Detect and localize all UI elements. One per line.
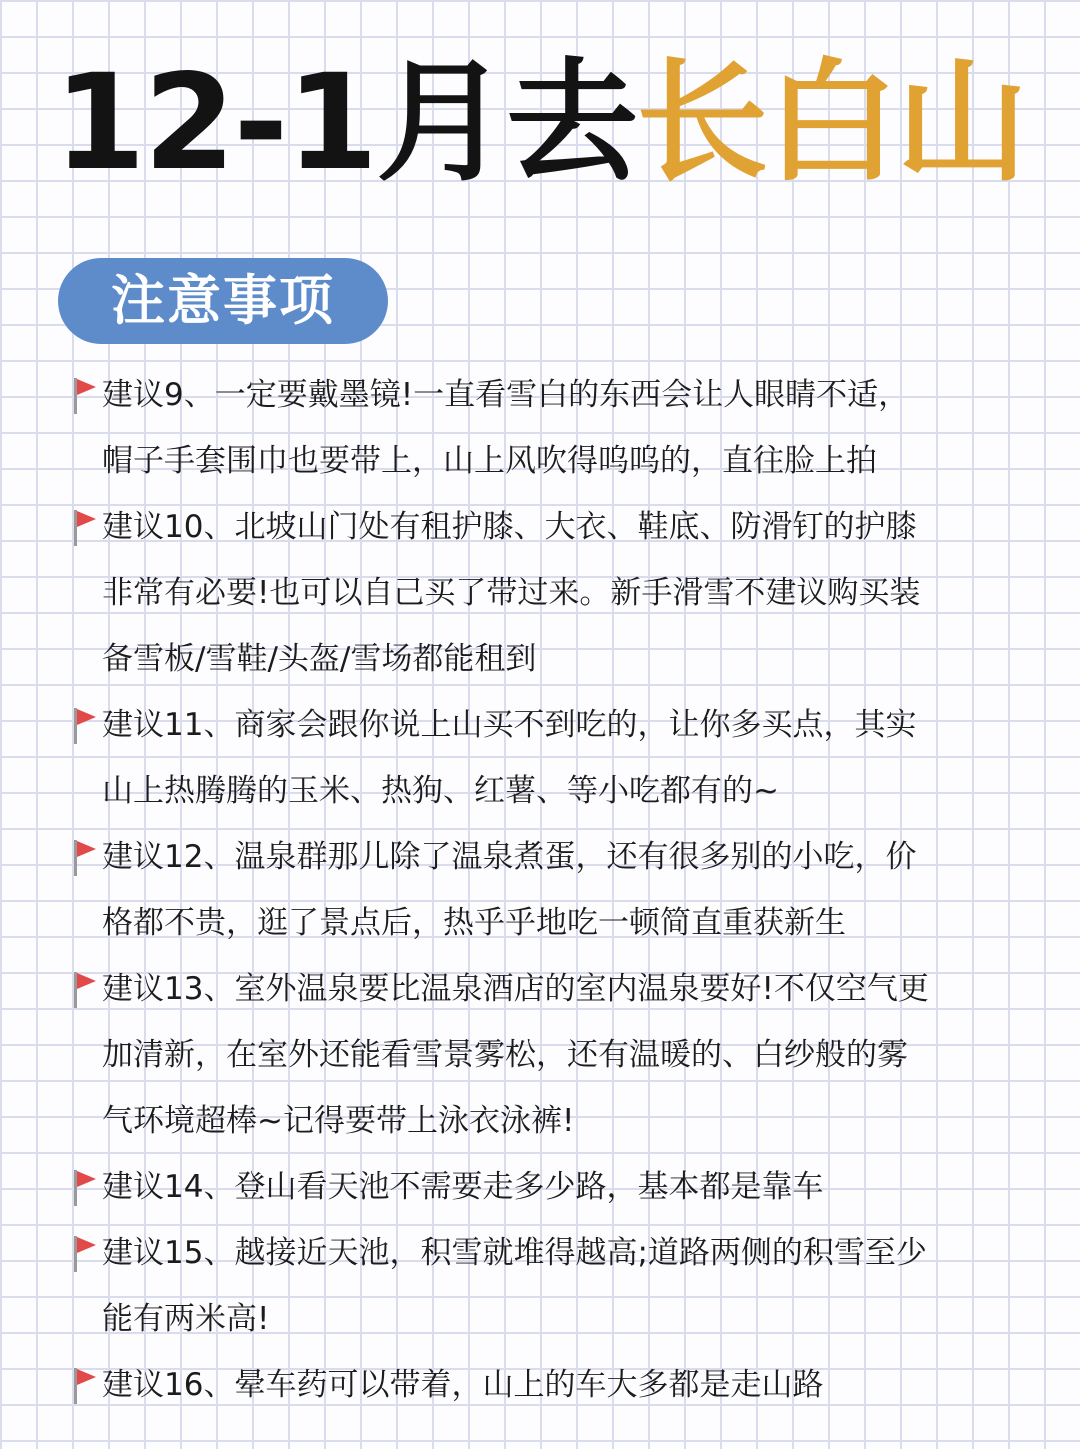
- title-month-text: 12-1月去: [53, 46, 637, 200]
- tip-text-line: 建议13、室外温泉要比温泉酒店的室内温泉要好!不仅空气更: [102, 971, 929, 1007]
- tip-text-line: 非常有必要!也可以自己买了带过来。新手滑雪不建议购买装: [102, 575, 921, 611]
- tip-item: [0, 362, 1008, 494]
- tips-list: [0, 362, 1080, 1418]
- tip-text-line: 建议11、商家会跟你说上山买不到吃的，让你多买点，其实: [102, 707, 917, 743]
- section-badge: 注意事项: [58, 258, 388, 344]
- tip-text-line: 建议10、北坡山门处有租护膝、大衣、鞋底、防滑钉的护膝: [102, 509, 917, 545]
- tip-text-line: 山上热腾腾的玉米、热狗、红薯、等小吃都有的~: [102, 773, 779, 809]
- tip-text-line: 建议15、越接近天池，积雪就堆得越高;道路两侧的积雪至少: [102, 1235, 927, 1271]
- tip-text-line: 帽子手套围巾也要带上，山上风吹得呜呜的，直往脸上拍: [102, 443, 877, 479]
- tip-item: [0, 1154, 1008, 1220]
- tip-item: [0, 494, 1008, 692]
- tip-item: [0, 692, 1008, 824]
- page-title: [0, 38, 1080, 208]
- red-flag-icon: [72, 376, 98, 416]
- red-flag-icon: [72, 970, 98, 1010]
- tip-text-line: 格都不贵，逛了景点后，热乎乎地吃一顿简直重获新生: [102, 905, 846, 941]
- tip-item: [0, 956, 1008, 1154]
- red-flag-icon: [72, 1234, 98, 1274]
- red-flag-icon: [72, 508, 98, 548]
- title-destination-text: 长白山: [636, 46, 1027, 200]
- red-flag-icon: [72, 706, 98, 746]
- tip-text-line: 建议12、温泉群那儿除了温泉煮蛋，还有很多别的小吃，价: [102, 839, 917, 875]
- red-flag-icon: [72, 1366, 98, 1406]
- tip-item: [0, 1220, 1008, 1352]
- tip-text-line: 建议16、晕车药可以带着，山上的车大多都是走山路: [102, 1367, 824, 1403]
- tip-text-line: 气环境超棒~记得要带上泳衣泳裤!: [102, 1103, 575, 1139]
- tip-item: [0, 1352, 1008, 1418]
- tip-text-line: 能有两米高!: [102, 1301, 270, 1337]
- red-flag-icon: [72, 838, 98, 878]
- red-flag-icon: [72, 1168, 98, 1208]
- tip-text-line: 加清新，在室外还能看雪景雾松，还有温暖的、白纱般的雾: [102, 1037, 908, 1073]
- tip-item: [0, 824, 1008, 956]
- tip-text-line: 建议9、一定要戴墨镜!一直看雪白的东西会让人眼睛不适，: [102, 377, 910, 413]
- tip-text-line: 建议14、登山看天池不需要走多少路，基本都是靠车: [102, 1169, 824, 1205]
- tip-text-line: 备雪板/雪鞋/头盔/雪场都能租到: [102, 641, 537, 677]
